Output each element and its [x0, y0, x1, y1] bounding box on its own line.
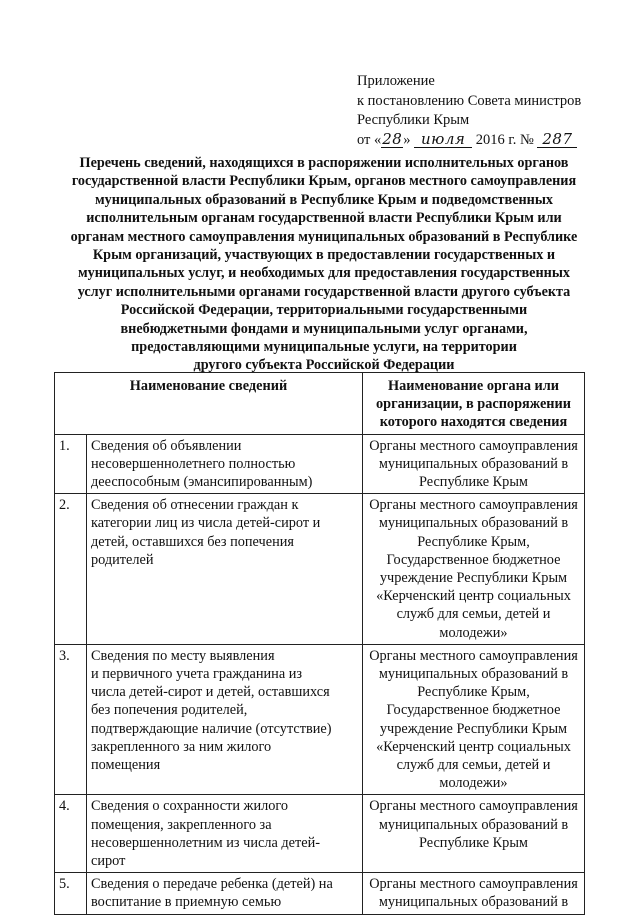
org-name-line: муниципальных образований в	[378, 816, 569, 833]
info-name-line: Сведения о сохранности жилого	[91, 798, 289, 815]
row-number: 3.	[55, 644, 87, 795]
org-name-line: Органы местного самоуправления	[369, 798, 578, 815]
info-name-line: Сведения об отнесении граждан к	[91, 497, 299, 514]
info-name-line: Сведения об объявлении	[91, 437, 242, 454]
table-row	[55, 644, 585, 795]
title-line: услуг исполнительными органами государственной власти другого субъекта	[77, 283, 571, 300]
org-name-line: Органы местного самоуправления	[369, 497, 578, 514]
info-name-cell	[87, 795, 363, 873]
header-name-cell: Наименование сведений	[55, 373, 363, 435]
title-line: внебюджетными фондами и муниципальными услуг органами,	[120, 320, 528, 337]
info-name-line: Сведения по месту выявления	[91, 647, 275, 664]
title-line: муниципальных услуг, и необходимых для предоставления государственных	[78, 265, 570, 282]
org-name-line: Республике Крым	[419, 834, 528, 851]
appendix-republic-line: Республики Крым	[357, 112, 470, 128]
org-name-line: Республике Крым,	[417, 533, 530, 550]
information-table	[54, 372, 585, 915]
header-org-line: которого находятся сведения	[379, 414, 568, 431]
table-row	[55, 873, 585, 914]
row-number: 5.	[55, 873, 87, 914]
document-number-handwritten: 287	[537, 132, 577, 148]
info-name-line: подтверждающие наличие (отсутствие)	[91, 720, 332, 737]
info-name-line: родителей	[91, 551, 154, 568]
info-name-line: сирот	[91, 853, 126, 870]
date-month-handwritten: июля	[414, 132, 472, 148]
header-org-cell	[363, 373, 585, 435]
info-name-line: без попечения родителей,	[91, 702, 248, 719]
info-name-line: несовершеннолетнего полностью	[91, 455, 296, 472]
info-name-line: и первичного учета гражданина из	[91, 666, 303, 683]
info-name-line: закрепленного за ним жилого	[91, 738, 272, 755]
title-line: муниципальных образований в Республике Крым и подведомственных	[94, 191, 554, 208]
table-row	[55, 795, 585, 873]
title-line: Крым организаций, участвующих в предоставлении государственных и	[92, 247, 556, 264]
title-line: предоставляющими муниципальные услуги, на территории	[131, 339, 517, 356]
info-name-line: Сведения о передаче ребенка (детей) на	[91, 876, 333, 893]
org-name-line: муниципальных образований в	[378, 666, 569, 683]
org-name-line: молодежи»	[439, 624, 508, 641]
org-name-line: Государственное бюджетное	[386, 551, 561, 568]
org-name-line: муниципальных образований в	[378, 455, 569, 472]
info-name-line: воспитание в приемную семью	[91, 894, 282, 911]
org-name-line: муниципальных образований в	[378, 515, 569, 532]
header-org-line: организации, в распоряжении	[375, 396, 572, 413]
table-row	[55, 434, 585, 494]
title-line: исполнительным органам государственной власти Республики Крым или	[86, 210, 562, 227]
title-line: государственной власти Республики Крым, органов местного самоуправления	[71, 173, 577, 190]
org-name-cell	[363, 434, 585, 494]
org-name-cell	[363, 795, 585, 873]
appendix-block	[357, 72, 581, 150]
org-name-line: учреждение Республики Крым	[379, 720, 568, 737]
info-name-line: детей, оставшихся без попечения	[91, 533, 294, 550]
info-name-cell	[87, 434, 363, 494]
org-name-line: муниципальных образований в	[378, 894, 569, 911]
org-name-cell	[363, 644, 585, 795]
org-name-line: Государственное бюджетное	[386, 702, 561, 719]
header-org-line: Наименование органа или	[387, 378, 560, 394]
row-number: 1.	[55, 434, 87, 494]
info-name-cell	[87, 644, 363, 795]
org-name-line: «Керченский центр социальных	[376, 588, 571, 605]
info-name-cell	[87, 873, 363, 914]
info-name-cell	[87, 494, 363, 645]
org-name-cell	[363, 494, 585, 645]
org-name-line: Республике Крым	[419, 474, 528, 491]
info-name-line: дееспособным (эмансипированным)	[91, 474, 313, 491]
document-title	[50, 154, 598, 375]
org-name-line: Органы местного самоуправления	[369, 437, 578, 454]
org-name-line: «Керченский центр социальных	[376, 738, 571, 755]
org-name-line: Органы местного самоуправления	[369, 876, 578, 893]
date-day-handwritten: 28	[382, 129, 403, 148]
title-line: Российской Федерации, территориальными государственными	[120, 302, 528, 319]
info-name-line: несовершеннолетним из числа детей-	[91, 834, 321, 851]
org-name-line: Органы местного самоуправления	[369, 647, 578, 664]
appendix-label: Приложение	[357, 73, 435, 89]
org-name-line: Республике Крым,	[417, 684, 530, 701]
date-prefix: от «	[357, 131, 382, 148]
org-name-cell	[363, 873, 585, 914]
table-row	[55, 494, 585, 645]
row-number: 2.	[55, 494, 87, 645]
row-number: 4.	[55, 795, 87, 873]
org-name-line: учреждение Республики Крым	[379, 570, 568, 587]
org-name-line: служб для семьи, детей и	[396, 757, 551, 774]
org-name-line: молодежи»	[439, 775, 508, 792]
info-name-line: помещения	[91, 757, 161, 774]
date-year: 2016 г. №	[475, 131, 534, 148]
info-name-line: категории лиц из числа детей-сирот и	[91, 515, 321, 532]
title-line: органам местного самоуправления муниципальных образований в Республике	[70, 228, 578, 245]
title-line: Перечень сведений, находящихся в распоряжении исполнительных органов	[79, 155, 569, 171]
info-name-line: числа детей-сирот и детей, оставшихся	[91, 684, 330, 701]
date-mid: »	[403, 131, 411, 148]
info-name-line: помещения, закрепленного за	[91, 816, 272, 833]
appendix-resolution-line: к постановлению Совета министров	[357, 92, 582, 109]
table-header-row	[55, 373, 585, 435]
org-name-line: служб для семьи, детей и	[396, 606, 551, 623]
appendix-date-line	[357, 131, 581, 151]
title-line: другого субъекта Российской Федерации	[193, 357, 455, 374]
